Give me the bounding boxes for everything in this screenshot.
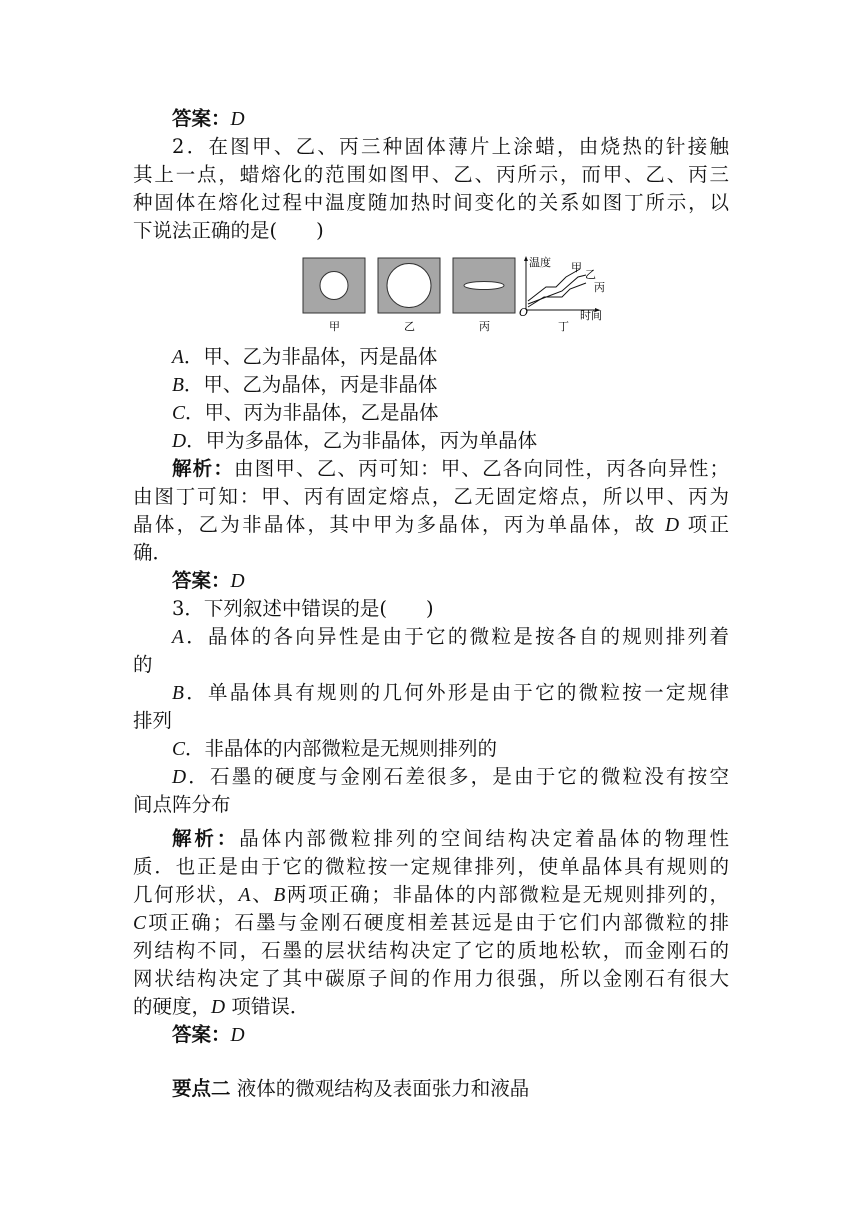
q3-analysis-line-1: 解析：晶体内部微粒排列的空间结构决定着晶体的物理性 bbox=[172, 827, 729, 850]
q2-stem-line-1: 2．在图甲、乙、丙三种固体薄片上涂蜡，由烧热的针接触 bbox=[172, 135, 729, 158]
q2-option-c: C．甲、丙为非晶体，乙是晶体 bbox=[172, 401, 439, 424]
panel-bing bbox=[453, 258, 515, 313]
q2-option-b: B．甲、乙为晶体，丙是非晶体 bbox=[172, 373, 438, 396]
q3-analysis-line-4: C项正确；石墨与金刚石硬度相差甚远是由于它们内部微粒的排 bbox=[133, 911, 729, 934]
panel-yi bbox=[378, 258, 440, 313]
q2-option-d: D．甲为多晶体，乙为非晶体，丙为单晶体 bbox=[172, 429, 538, 452]
q2-figure bbox=[300, 255, 610, 335]
q2-analysis-line-2: 由图丁可知：甲、丙有固定熔点，乙无固定熔点，所以甲、丙为 bbox=[133, 485, 729, 508]
panel-label-jia: 甲 bbox=[329, 320, 340, 333]
q2-analysis-line-1: 解析：由图甲、乙、丙可知：甲、乙各向同性，丙各向异性； bbox=[172, 457, 729, 480]
q3-option-b-cont: 排列 bbox=[133, 709, 173, 732]
curve-label-yi: 乙 bbox=[585, 268, 596, 281]
q3-analysis-line-3: 几何形状，A、B两项正确；非晶体的内部微粒是无规则排列的， bbox=[133, 883, 729, 906]
curve-label-bing: 丙 bbox=[594, 281, 605, 294]
panel-label-yi: 乙 bbox=[404, 320, 415, 333]
q3-stem: 3．下列叙述中错误的是( ) bbox=[172, 597, 434, 620]
q1-answer: 答案：D bbox=[172, 107, 245, 130]
y-axis-label: 温度 bbox=[529, 256, 551, 269]
q3-option-b: B．单晶体具有规则的几何外形是由于它的微粒按一定规律 bbox=[172, 681, 729, 704]
q2-stem-line-2: 其上一点，蜡熔化的范围如图甲、乙、丙所示，而甲、乙、丙三 bbox=[133, 163, 729, 186]
q2-option-a: A．甲、乙为非晶体，丙是晶体 bbox=[172, 345, 438, 368]
q3-analysis-line-2: 质．也正是由于它的微粒按一定规律排列，使单晶体具有规则的 bbox=[133, 855, 729, 878]
q3-option-a: A．晶体的各向异性是由于它的微粒是按各自的规则排列着 bbox=[172, 625, 729, 648]
q3-option-a-cont: 的 bbox=[133, 653, 153, 676]
section-heading: 要点二 液体的微观结构及表面张力和液晶 bbox=[172, 1077, 530, 1100]
panel-label-ding: 丁 bbox=[558, 320, 569, 333]
panel-label-bing: 丙 bbox=[479, 320, 490, 333]
q2-stem-line-3: 种固体在熔化过程中温度随加热时间变化的关系如图丁所示，以 bbox=[133, 191, 729, 214]
q3-analysis-line-7: 的硬度，D 项错误． bbox=[133, 995, 310, 1018]
q3-option-c: C．非晶体的内部微粒是无规则排列的 bbox=[172, 737, 498, 760]
q3-option-d: D．石墨的硬度与金刚石差很多，是由于它的微粒没有按空 bbox=[172, 765, 729, 788]
q2-stem-line-4: 下说法正确的是( ) bbox=[133, 219, 324, 242]
q2-analysis-line-3: 晶体，乙为非晶体，其中甲为多晶体，丙为单晶体，故 D 项正 bbox=[133, 513, 729, 536]
q3-option-d-cont: 间点阵分布 bbox=[133, 793, 231, 816]
origin-label: O bbox=[519, 306, 529, 319]
x-axis-label: 时间 bbox=[580, 309, 602, 322]
q2-analysis-line-4: 确． bbox=[133, 541, 173, 564]
panel-jia bbox=[303, 258, 365, 313]
q3-analysis-line-6: 网状结构决定了其中碳原子间的作用力很强，所以金刚石有很大 bbox=[133, 967, 729, 990]
q3-analysis-line-5: 列结构不同，石墨的层状结构决定了它的质地松软，而金刚石的 bbox=[133, 939, 729, 962]
q3-answer: 答案：D bbox=[172, 1023, 245, 1046]
curve-label-jia: 甲 bbox=[571, 261, 582, 274]
q2-answer: 答案：D bbox=[172, 569, 245, 592]
